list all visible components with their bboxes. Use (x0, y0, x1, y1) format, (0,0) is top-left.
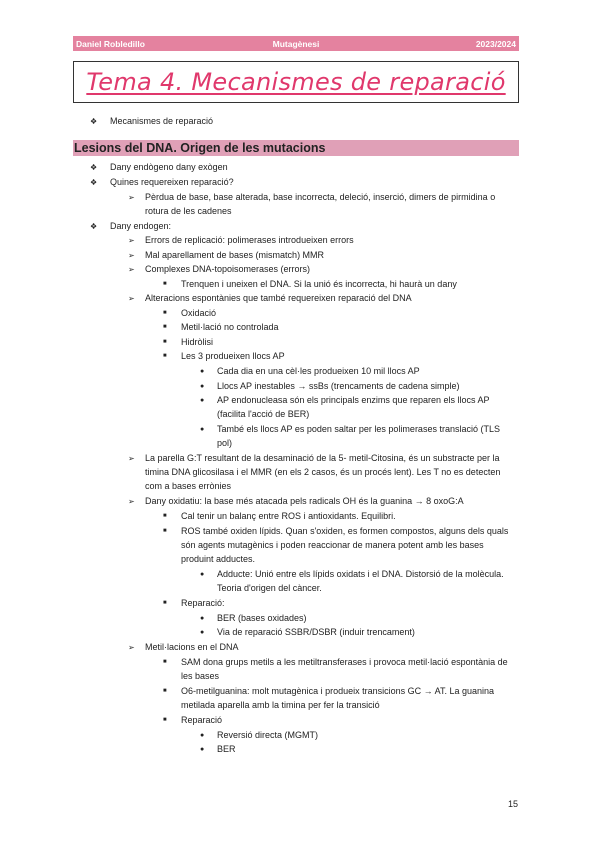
list-item: Hidròlisi (181, 337, 214, 347)
list-item: Mal aparellament de bases (mismatch) MMR (145, 250, 325, 260)
dot-bullet-icon: ● (200, 397, 205, 404)
dot-bullet-icon: ● (200, 615, 205, 622)
arrow-bullet-icon: ➢ (128, 236, 135, 245)
arrow-bullet-icon: ➢ (128, 497, 135, 506)
diamond-bullet-icon: ❖ (90, 222, 98, 231)
list-item: SAM dona grups metils a les metiltransferases i provoca metil·lació espontània de (181, 657, 508, 667)
list-item: Dany oxidatiu: la base més atacada pels radicals OH és la guanina → 8 oxoG:A (145, 496, 464, 506)
square-bullet-icon: ■ (163, 310, 167, 316)
list-item: Via de reparació SSBR/DSBR (induir trencament) (217, 627, 415, 637)
page-number: 15 (508, 799, 519, 809)
section-title: Lesions del DNA. Origen de les mutacions (74, 141, 326, 155)
diamond-bullet-icon: ❖ (90, 117, 98, 126)
dot-bullet-icon: ● (200, 383, 205, 390)
square-bullet-icon: ■ (163, 600, 167, 606)
list-item: Metil·lació no controlada (181, 322, 279, 332)
dot-bullet-icon: ● (200, 746, 205, 753)
dot-bullet-icon: ● (200, 571, 205, 578)
square-bullet-icon: ■ (163, 717, 167, 723)
list-item-cont: rotura de les cadenes (145, 206, 232, 216)
dot-bullet-icon: ● (200, 629, 205, 636)
list-item: Errors de replicació: polimerases introdueixen errors (145, 235, 354, 245)
list-item: Cada dia en una cèl·les produeixen 10 mil llocs AP (217, 366, 420, 376)
square-bullet-icon: ■ (163, 659, 167, 665)
list-item: BER (217, 744, 236, 754)
square-bullet-icon: ■ (163, 324, 167, 330)
list-item: Complexes DNA-topoisomerases (errors) (145, 264, 311, 274)
intro-item: Mecanismes de reparació (110, 116, 214, 126)
list-item: Llocs AP inestables → ssBs (trencaments de cadena simple) (217, 381, 460, 391)
diamond-bullet-icon: ❖ (90, 178, 98, 187)
list-item: Reversió directa (MGMT) (217, 730, 319, 740)
square-bullet-icon: ■ (163, 281, 167, 287)
dot-bullet-icon: ● (200, 732, 205, 739)
list-item-cont: timina DNA glicosilasa i el MMR (en els 2 casos, és un procés lent). Les T no es detecten (145, 467, 501, 477)
list-item: Trenquen i uneixen el DNA. Si la unió és incorrecta, hi haurà un dany (181, 279, 457, 289)
list-item: La parella G:T resultant de la desaminació de la 5- metil-Citosina, és un substracte per la (145, 453, 500, 463)
square-bullet-icon: ■ (163, 339, 167, 345)
header-author: Daniel Robledillo (76, 38, 145, 49)
list-item: Quines requereixen reparació? (110, 177, 234, 187)
list-item-cont: com a bases errònies (145, 481, 232, 491)
title-box (73, 61, 519, 103)
dot-bullet-icon: ● (200, 426, 205, 433)
list-item-cont: Teoria d'origen del càncer. (217, 583, 322, 593)
arrow-bullet-icon: ➢ (128, 251, 135, 260)
square-bullet-icon: ■ (163, 528, 167, 534)
header-year: 2023/2024 (475, 38, 516, 49)
list-item: Alteracions espontànies que també requereixen reparació del DNA (145, 293, 412, 303)
square-bullet-icon: ■ (163, 688, 167, 694)
list-item: Les 3 produeixen llocs AP (181, 351, 285, 361)
list-item: Dany endògeno dany exògen (110, 162, 228, 172)
list-item-cont: les bases (181, 671, 220, 681)
arrow-bullet-icon: ➢ (128, 643, 135, 652)
list-item: AP endonucleasa són els principals enzims que reparen els llocs AP (217, 395, 490, 405)
list-item: Metil·lacions en el DNA (145, 642, 239, 652)
list-item: O6-metilguanina: molt mutagènica i produeix transicions GC → AT. La guanina (181, 686, 494, 696)
list-item-cont: produint adductes. (181, 554, 256, 564)
page-title: Tema 4. Mecanismes de reparació (86, 68, 506, 96)
arrow-bullet-icon: ➢ (128, 265, 135, 274)
arrow-bullet-icon: ➢ (128, 193, 135, 202)
dot-bullet-icon: ● (200, 368, 205, 375)
list-item-cont: (facilita l'acció de BER) (217, 409, 310, 419)
page-header (73, 36, 519, 51)
list-item: Reparació (181, 715, 223, 725)
list-item: Adducte: Unió entre els lípids oxidats i el DNA. Distorsió de la molècula. (217, 569, 504, 579)
header-subject: Mutagènesi (272, 38, 320, 49)
arrow-bullet-icon: ➢ (128, 294, 135, 303)
list-item-cont: pol) (217, 438, 233, 448)
square-bullet-icon: ■ (163, 353, 167, 359)
list-item: Dany endogen: (110, 221, 172, 231)
square-bullet-icon: ■ (163, 513, 167, 519)
list-item: També els llocs AP es poden saltar per les polimerases translació (TLS (217, 424, 500, 434)
section-heading (73, 140, 519, 156)
list-item: Oxidació (181, 308, 217, 318)
list-item-cont: metilada aparella amb la timina per fer la transició (181, 700, 380, 710)
list-item: Cal tenir un balanç entre ROS i antioxidants. Equilibri. (181, 511, 396, 521)
list-item: Pèrdua de base, base alterada, base incorrecta, deleció, inserció, dimers de pirmidina o (145, 192, 496, 202)
list-item: Reparació: (181, 598, 225, 608)
arrow-bullet-icon: ➢ (128, 454, 135, 463)
list-item: ROS també oxiden lípids. Quan s'oxiden, es formen compostos, alguns dels quals (181, 526, 509, 536)
list-item: BER (bases oxidades) (217, 613, 307, 623)
list-item-cont: són agents mutagènics i poden reaccionar de manera potent amb les bases (181, 540, 484, 550)
diamond-bullet-icon: ❖ (90, 163, 98, 172)
